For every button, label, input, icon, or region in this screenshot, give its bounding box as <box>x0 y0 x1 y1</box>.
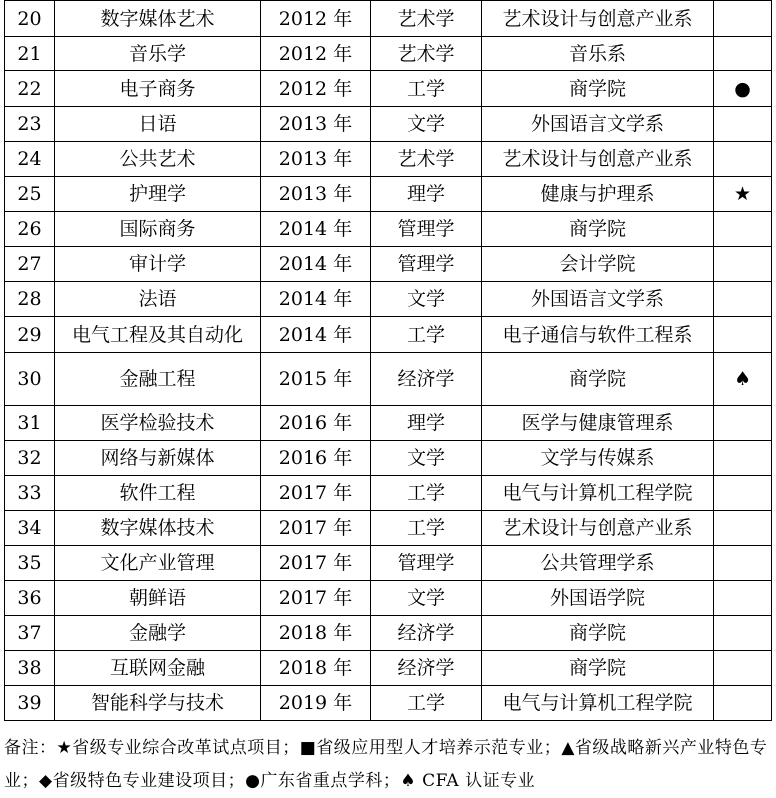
discipline: 文学 <box>371 441 482 476</box>
legend-spade-icon: ♠ <box>400 771 417 791</box>
discipline: 管理学 <box>371 546 482 581</box>
table-row <box>5 177 772 212</box>
major-name: 互联网金融 <box>55 651 261 686</box>
department: 艺术设计与创意产业系 <box>482 1 714 37</box>
department: 商学院 <box>482 651 714 686</box>
year-established: 2018 年 <box>261 651 371 686</box>
year-established: 2013 年 <box>261 142 371 177</box>
department: 艺术设计与创意产业系 <box>482 142 714 177</box>
department: 音乐系 <box>482 37 714 71</box>
year-established: 2017 年 <box>261 581 371 616</box>
major-name: 文化产业管理 <box>55 546 261 581</box>
legend-text: CFA 认证专业 <box>416 771 536 791</box>
discipline: 文学 <box>371 107 482 142</box>
row-number: 36 <box>5 581 55 616</box>
table-row <box>5 247 772 282</box>
year-established: 2013 年 <box>261 177 371 212</box>
year-established: 2019 年 <box>261 686 371 721</box>
majors-table-body <box>5 1 772 721</box>
majors-table <box>4 0 772 721</box>
mark-icon <box>714 581 772 616</box>
legend-diamond-icon: ◆ <box>39 771 53 791</box>
year-established: 2012 年 <box>261 1 371 37</box>
department: 商学院 <box>482 212 714 247</box>
table-row <box>5 511 772 546</box>
row-number: 25 <box>5 177 55 212</box>
mark-icon: ♠ <box>714 353 772 406</box>
row-number: 29 <box>5 317 55 353</box>
mark-icon <box>714 511 772 546</box>
major-name: 金融工程 <box>55 353 261 406</box>
major-name: 朝鲜语 <box>55 581 261 616</box>
year-established: 2013 年 <box>261 107 371 142</box>
department: 商学院 <box>482 353 714 406</box>
legend-text: 省级应用型人才培养示范专业； <box>316 738 562 758</box>
department: 健康与护理系 <box>482 177 714 212</box>
year-established: 2017 年 <box>261 546 371 581</box>
discipline: 文学 <box>371 581 482 616</box>
mark-icon: ★ <box>714 177 772 212</box>
major-name: 数字媒体技术 <box>55 511 261 546</box>
legend-circle-icon: ● <box>245 771 261 791</box>
legend-text: 广东省重点学科； <box>260 771 401 791</box>
major-name: 公共艺术 <box>55 142 261 177</box>
mark-icon <box>714 142 772 177</box>
table-row <box>5 686 772 721</box>
major-name: 音乐学 <box>55 37 261 71</box>
discipline: 艺术学 <box>371 37 482 71</box>
legend-text: 省级专业综合改革试点项目； <box>72 738 300 758</box>
table-row <box>5 406 772 441</box>
row-number: 21 <box>5 37 55 71</box>
table-row <box>5 107 772 142</box>
footnote-prefix: 备注： <box>4 738 57 758</box>
row-number: 38 <box>5 651 55 686</box>
discipline: 工学 <box>371 476 482 511</box>
department: 外国语言文学系 <box>482 282 714 317</box>
mark-icon <box>714 476 772 511</box>
department: 电气与计算机工程学院 <box>482 476 714 511</box>
mark-icon <box>714 37 772 71</box>
department: 公共管理学系 <box>482 546 714 581</box>
mark-icon: ● <box>714 71 772 107</box>
discipline: 理学 <box>371 406 482 441</box>
mark-icon <box>714 616 772 651</box>
discipline: 艺术学 <box>371 142 482 177</box>
discipline: 工学 <box>371 511 482 546</box>
row-number: 35 <box>5 546 55 581</box>
discipline: 文学 <box>371 282 482 317</box>
table-row <box>5 441 772 476</box>
discipline: 工学 <box>371 71 482 107</box>
department: 电子通信与软件工程系 <box>482 317 714 353</box>
row-number: 24 <box>5 142 55 177</box>
major-name: 软件工程 <box>55 476 261 511</box>
table-row <box>5 581 772 616</box>
major-name: 日语 <box>55 107 261 142</box>
table-row <box>5 212 772 247</box>
table-row <box>5 353 772 406</box>
mark-icon <box>714 317 772 353</box>
table-row <box>5 282 772 317</box>
year-established: 2016 年 <box>261 406 371 441</box>
department: 医学与健康管理系 <box>482 406 714 441</box>
discipline: 工学 <box>371 317 482 353</box>
major-name: 数字媒体艺术 <box>55 1 261 37</box>
department: 文学与传媒系 <box>482 441 714 476</box>
mark-icon <box>714 651 772 686</box>
discipline: 艺术学 <box>371 1 482 37</box>
mark-icon <box>714 1 772 37</box>
department: 外国语言文学系 <box>482 107 714 142</box>
table-row <box>5 37 772 71</box>
year-established: 2014 年 <box>261 247 371 282</box>
department: 会计学院 <box>482 247 714 282</box>
row-number: 22 <box>5 71 55 107</box>
mark-icon <box>714 406 772 441</box>
year-established: 2012 年 <box>261 37 371 71</box>
major-name: 国际商务 <box>55 212 261 247</box>
row-number: 20 <box>5 1 55 37</box>
major-name: 网络与新媒体 <box>55 441 261 476</box>
department: 电气与计算机工程学院 <box>482 686 714 721</box>
table-row <box>5 546 772 581</box>
table-row <box>5 317 772 353</box>
footnote <box>4 732 772 798</box>
legend-square-icon: ■ <box>299 738 317 758</box>
mark-icon <box>714 282 772 317</box>
table-row <box>5 616 772 651</box>
year-established: 2015 年 <box>261 353 371 406</box>
row-number: 39 <box>5 686 55 721</box>
year-established: 2014 年 <box>261 317 371 353</box>
row-number: 28 <box>5 282 55 317</box>
legend-triangle-icon: ▲ <box>561 738 575 758</box>
legend-star-icon: ★ <box>56 738 73 758</box>
table-row <box>5 476 772 511</box>
major-name: 审计学 <box>55 247 261 282</box>
department: 商学院 <box>482 71 714 107</box>
row-number: 31 <box>5 406 55 441</box>
legend-text: 省级特色专业建设项目； <box>52 771 246 791</box>
row-number: 30 <box>5 353 55 406</box>
discipline: 经济学 <box>371 353 482 406</box>
row-number: 33 <box>5 476 55 511</box>
department: 艺术设计与创意产业系 <box>482 511 714 546</box>
major-name: 法语 <box>55 282 261 317</box>
discipline: 工学 <box>371 686 482 721</box>
row-number: 34 <box>5 511 55 546</box>
major-name: 医学检验技术 <box>55 406 261 441</box>
discipline: 管理学 <box>371 212 482 247</box>
discipline: 管理学 <box>371 247 482 282</box>
mark-icon <box>714 212 772 247</box>
year-established: 2014 年 <box>261 282 371 317</box>
year-established: 2012 年 <box>261 71 371 107</box>
major-name: 智能科学与技术 <box>55 686 261 721</box>
table-row <box>5 651 772 686</box>
department: 商学院 <box>482 616 714 651</box>
year-established: 2018 年 <box>261 616 371 651</box>
row-number: 23 <box>5 107 55 142</box>
mark-icon <box>714 247 772 282</box>
discipline: 经济学 <box>371 651 482 686</box>
year-established: 2017 年 <box>261 511 371 546</box>
discipline: 经济学 <box>371 616 482 651</box>
legend-text: 省级战略新兴产业特色专业； <box>4 738 768 791</box>
major-name: 电子商务 <box>55 71 261 107</box>
year-established: 2016 年 <box>261 441 371 476</box>
year-established: 2014 年 <box>261 212 371 247</box>
year-established: 2017 年 <box>261 476 371 511</box>
mark-icon <box>714 441 772 476</box>
row-number: 27 <box>5 247 55 282</box>
table-row <box>5 142 772 177</box>
mark-icon <box>714 107 772 142</box>
row-number: 26 <box>5 212 55 247</box>
major-name: 护理学 <box>55 177 261 212</box>
table-row <box>5 1 772 37</box>
mark-icon <box>714 546 772 581</box>
row-number: 32 <box>5 441 55 476</box>
major-name: 金融学 <box>55 616 261 651</box>
discipline: 理学 <box>371 177 482 212</box>
table-row <box>5 71 772 107</box>
department: 外国语学院 <box>482 581 714 616</box>
row-number: 37 <box>5 616 55 651</box>
mark-icon <box>714 686 772 721</box>
major-name: 电气工程及其自动化 <box>55 317 261 353</box>
